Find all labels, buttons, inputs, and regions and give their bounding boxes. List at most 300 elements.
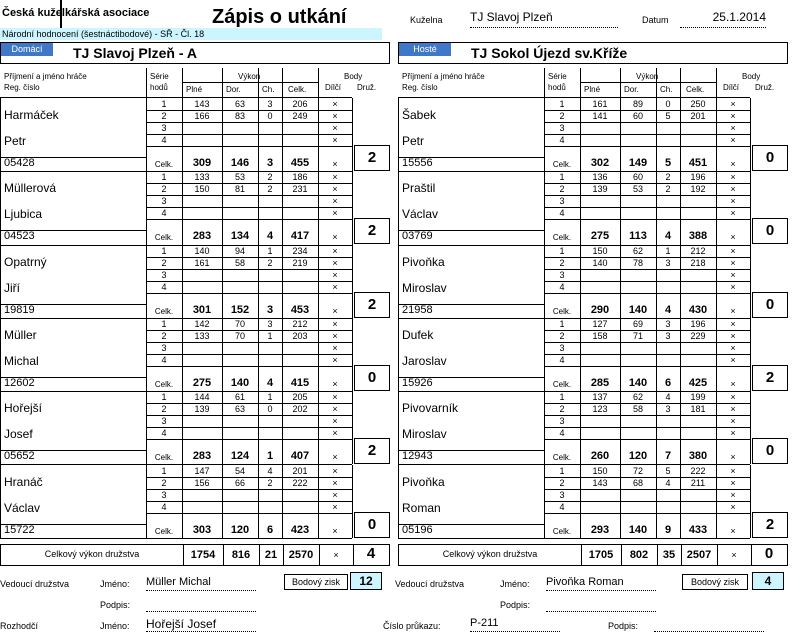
away-total-value: 7 bbox=[664, 450, 672, 463]
home-player-block bbox=[0, 391, 390, 464]
home-cross: × bbox=[332, 135, 338, 145]
home-grid-vline bbox=[352, 245, 353, 318]
away-body-header: Body bbox=[742, 72, 761, 81]
away-grid-vline bbox=[544, 465, 545, 538]
home-grid-vline bbox=[318, 98, 319, 171]
home-hdr-vline-3 bbox=[258, 68, 259, 98]
home-hdr-vline-4 bbox=[282, 68, 283, 98]
away-dilci-header: Dílčí bbox=[723, 83, 739, 92]
home-player-reg: 05428 bbox=[4, 157, 35, 169]
home-grid-vline bbox=[182, 98, 183, 171]
home-series-value: 222 bbox=[292, 477, 308, 488]
away-series-value: 2 bbox=[665, 172, 671, 183]
home-cross: × bbox=[332, 428, 338, 439]
home-reg-line bbox=[0, 157, 146, 158]
away-series-number: 4 bbox=[559, 135, 565, 145]
home-series-value: 63 bbox=[234, 99, 245, 109]
away-grid-vline bbox=[680, 98, 681, 171]
away-series-value: 62 bbox=[632, 245, 643, 256]
away-celk-label: Celk. bbox=[552, 526, 572, 536]
away-grid-vline bbox=[656, 391, 657, 464]
home-total-value: 124 bbox=[230, 450, 250, 463]
home-grid-vline bbox=[258, 171, 259, 244]
away-total-value: 380 bbox=[688, 450, 708, 463]
away-series-value: 158 bbox=[592, 330, 608, 341]
home-total-value: 453 bbox=[290, 303, 310, 316]
home-team-points: 4 bbox=[366, 545, 376, 562]
home-ch-header: Ch. bbox=[262, 85, 275, 94]
away-total-value: 285 bbox=[590, 376, 610, 389]
home-bodovy-zisk-label: Bodový zisk bbox=[284, 574, 348, 590]
away-grid-vline bbox=[620, 465, 621, 538]
home-total-value: 407 bbox=[290, 450, 310, 463]
away-grid-vline bbox=[656, 245, 657, 318]
home-reg-line bbox=[0, 304, 146, 305]
home-vykon-underline bbox=[182, 82, 318, 83]
away-series-number: 2 bbox=[559, 257, 565, 268]
home-player-surname: Müller bbox=[4, 327, 37, 342]
away-series-number: 4 bbox=[559, 501, 565, 512]
away-series-value: 53 bbox=[632, 184, 643, 195]
home-grid-vline bbox=[258, 98, 259, 171]
home-player-firstname: Václav bbox=[4, 500, 41, 515]
home-series-value: 140 bbox=[194, 245, 210, 256]
away-grid-vline bbox=[716, 98, 717, 171]
home-player-points: 2 bbox=[354, 145, 390, 171]
away-total-value: 120 bbox=[628, 450, 648, 463]
home-grid-vline bbox=[318, 465, 319, 538]
away-player-points: 0 bbox=[752, 218, 788, 244]
away-bodovy-zisk: 4 bbox=[752, 572, 784, 590]
home-grid-vline bbox=[258, 465, 259, 538]
home-series-value: 3 bbox=[267, 99, 273, 109]
away-player-firstname: Václav bbox=[402, 207, 439, 222]
home-series-number: 4 bbox=[161, 281, 167, 292]
home-player-block bbox=[0, 245, 390, 318]
home-series-value: 4 bbox=[267, 465, 273, 476]
away-cross: × bbox=[730, 477, 736, 488]
away-grid-vline bbox=[716, 465, 717, 538]
away-cross: × bbox=[730, 159, 736, 169]
home-player-block bbox=[0, 318, 390, 391]
home-total-value: 309 bbox=[192, 157, 212, 169]
away-reg-line bbox=[398, 230, 544, 231]
away-cross: × bbox=[730, 330, 736, 341]
home-row-line bbox=[146, 366, 352, 367]
home-plne-header: Plné bbox=[186, 85, 203, 94]
home-series-number: 1 bbox=[161, 465, 167, 476]
away-series-number: 1 bbox=[559, 465, 565, 476]
home-series-value: 61 bbox=[234, 392, 245, 403]
away-series-value: 60 bbox=[632, 111, 643, 121]
home-series-value: 133 bbox=[194, 172, 210, 183]
away-total-value: 4 bbox=[664, 303, 672, 316]
home-grid-vline bbox=[182, 245, 183, 318]
away-grid-vline bbox=[680, 245, 681, 318]
away-total-value: 140 bbox=[628, 303, 648, 316]
away-cross: × bbox=[730, 135, 736, 145]
away-player-col-header: Příjmení a jméno hráče bbox=[402, 72, 485, 81]
away-series-number: 2 bbox=[559, 184, 565, 195]
away-total-value: 302 bbox=[590, 157, 610, 169]
referee-signature-label: Podpis: bbox=[608, 621, 639, 631]
away-player-surname: Pivoňka bbox=[402, 254, 445, 269]
home-team-total-value: 21 bbox=[264, 549, 278, 561]
away-grid-vline bbox=[680, 171, 681, 244]
home-cross: × bbox=[332, 111, 338, 121]
away-celk-label: Celk. bbox=[552, 160, 572, 169]
home-grid-vline bbox=[222, 171, 223, 244]
away-vykon-underline bbox=[580, 82, 716, 83]
home-player-points: 0 bbox=[354, 512, 390, 538]
away-total-value: 4 bbox=[664, 230, 672, 243]
home-series-value: 70 bbox=[234, 318, 245, 329]
away-total-value: 433 bbox=[688, 523, 708, 536]
away-row-line bbox=[544, 219, 750, 220]
away-series-value: 143 bbox=[592, 477, 608, 488]
date-value: 25.1.2014 bbox=[680, 10, 766, 28]
home-series-number: 4 bbox=[161, 354, 167, 365]
away-total-value: 5 bbox=[664, 157, 672, 169]
away-series-value: 211 bbox=[690, 477, 706, 488]
home-player-firstname: Michal bbox=[4, 353, 39, 368]
home-hdr-vline-0 bbox=[146, 68, 147, 98]
home-series-number: 3 bbox=[161, 489, 167, 500]
home-player-firstname: Jiří bbox=[4, 280, 20, 295]
away-series-value: 139 bbox=[592, 184, 608, 195]
away-series-value: 199 bbox=[690, 392, 706, 403]
away-player-reg: 21958 bbox=[402, 303, 433, 316]
home-cross: × bbox=[332, 208, 338, 219]
away-hdr-vline-0 bbox=[544, 68, 545, 98]
home-cross: × bbox=[333, 550, 339, 560]
away-series-value: 3 bbox=[665, 404, 671, 415]
away-grid-vline bbox=[680, 318, 681, 391]
away-series-number: 2 bbox=[559, 404, 565, 415]
away-series-value: 141 bbox=[592, 111, 608, 121]
away-grid-vline bbox=[620, 245, 621, 318]
away-ch-header: Ch. bbox=[660, 85, 673, 94]
home-grid-vline bbox=[146, 98, 147, 171]
away-player-reg: 12943 bbox=[402, 450, 433, 463]
home-series-value: 94 bbox=[234, 245, 245, 256]
home-cross: × bbox=[332, 452, 338, 463]
away-series-value: 161 bbox=[592, 99, 608, 109]
away-row-line bbox=[544, 146, 750, 147]
away-player-firstname: Roman bbox=[402, 500, 441, 515]
home-player-block bbox=[0, 465, 390, 538]
away-player-surname: Šabek bbox=[402, 108, 437, 122]
away-series-value: 5 bbox=[665, 111, 671, 121]
home-series-value: 83 bbox=[234, 111, 245, 121]
home-cross: × bbox=[332, 123, 338, 133]
home-row-line bbox=[146, 293, 352, 294]
away-total-value: 6 bbox=[664, 376, 672, 389]
away-series-value: 250 bbox=[690, 99, 706, 109]
away-series-number: 3 bbox=[559, 269, 565, 280]
home-series-value: 161 bbox=[194, 257, 210, 268]
away-series-value: 212 bbox=[690, 245, 706, 256]
away-total-vline bbox=[581, 545, 582, 565]
away-reg-line bbox=[398, 524, 544, 525]
away-bodovy-zisk-label: Bodový zisk bbox=[682, 574, 748, 590]
referee-label: Rozhodčí bbox=[0, 621, 39, 631]
home-grid-vline bbox=[318, 391, 319, 464]
home-grid-vline bbox=[282, 171, 283, 244]
home-player-firstname: Josef bbox=[4, 427, 33, 442]
referee-card-number: P-211 bbox=[470, 617, 560, 632]
away-player-points: 0 bbox=[752, 438, 788, 464]
away-total-value: 113 bbox=[629, 230, 647, 243]
home-row-line bbox=[146, 439, 352, 440]
away-grid-vline bbox=[750, 391, 751, 464]
away-grid-vline bbox=[544, 318, 545, 391]
away-total-value: 140 bbox=[628, 523, 648, 536]
home-series-number: 3 bbox=[161, 342, 167, 353]
away-grid-vline bbox=[580, 98, 581, 171]
away-series-value: 137 bbox=[592, 392, 608, 403]
home-total-vline bbox=[319, 545, 320, 565]
home-team-name: TJ Slavoj Plzeň - A bbox=[73, 45, 197, 61]
home-reg-line bbox=[0, 450, 146, 451]
home-series-value: 142 bbox=[194, 318, 210, 329]
home-left-border bbox=[0, 98, 1, 538]
away-grid-vline bbox=[544, 98, 545, 171]
home-series-header1: Série bbox=[150, 72, 169, 81]
home-cross: × bbox=[332, 232, 338, 243]
home-series-value: 186 bbox=[292, 172, 308, 183]
home-series-value: 231 bbox=[292, 184, 308, 195]
home-series-value: 234 bbox=[292, 245, 308, 256]
home-player-firstname: Petr bbox=[4, 134, 27, 148]
home-reg-line bbox=[0, 524, 146, 525]
home-player-surname: Opatrný bbox=[4, 254, 47, 269]
away-series-value: 60 bbox=[632, 172, 643, 183]
home-series-value: 156 bbox=[194, 477, 210, 488]
away-total-vline bbox=[657, 545, 658, 565]
home-grid-vline bbox=[258, 318, 259, 391]
home-total-vline bbox=[259, 545, 260, 565]
away-signature-label: Podpis: bbox=[500, 600, 531, 610]
alley-value: TJ Slavoj Plzeň bbox=[470, 10, 618, 28]
home-series-value: 0 bbox=[267, 404, 273, 415]
home-player-bottom bbox=[0, 538, 352, 539]
home-series-number: 2 bbox=[161, 330, 167, 341]
home-total-value: 120 bbox=[230, 523, 250, 536]
away-total-value: 260 bbox=[590, 450, 610, 463]
home-team-header bbox=[0, 42, 390, 64]
association-header bbox=[0, 0, 150, 29]
away-series-value: 218 bbox=[690, 257, 706, 268]
home-player-surname: Müllerová bbox=[4, 181, 57, 196]
away-cross: × bbox=[730, 465, 736, 476]
home-total-value: 146 bbox=[230, 157, 250, 169]
home-grid-vline bbox=[352, 391, 353, 464]
home-captain-label: Vedoucí družstva bbox=[0, 579, 70, 589]
home-player-surname: Hranáč bbox=[4, 474, 43, 489]
away-team-total-value: 2507 bbox=[686, 549, 712, 561]
away-series-value: 127 bbox=[592, 318, 608, 329]
away-total-value: 9 bbox=[664, 523, 672, 536]
away-player-reg: 15926 bbox=[402, 376, 433, 389]
away-grid-vline bbox=[544, 391, 545, 464]
away-total-value: 149 bbox=[628, 157, 648, 169]
away-series-value: 5 bbox=[665, 465, 671, 476]
away-grid-vline bbox=[656, 318, 657, 391]
home-total-vline bbox=[223, 545, 224, 565]
home-captain-name-label: Jméno: bbox=[100, 579, 130, 589]
away-grid-vline bbox=[620, 171, 621, 244]
away-player-block bbox=[398, 171, 788, 244]
home-signature-label: Podpis: bbox=[100, 600, 131, 610]
home-series-number: 4 bbox=[161, 501, 167, 512]
home-total-value: 423 bbox=[290, 523, 310, 536]
away-series-number: 2 bbox=[559, 330, 565, 341]
home-player-surname: Hořejší bbox=[4, 401, 43, 416]
home-cross: × bbox=[332, 330, 338, 341]
home-series-number: 4 bbox=[161, 428, 167, 439]
away-cross: × bbox=[730, 281, 736, 292]
home-total-value: 3 bbox=[266, 303, 274, 316]
away-series-value: 192 bbox=[690, 184, 706, 195]
home-player-surname: Harmáček bbox=[4, 108, 59, 122]
home-grid-vline bbox=[318, 318, 319, 391]
home-captain-name: Müller Michal bbox=[146, 576, 256, 591]
home-series-value: 3 bbox=[267, 318, 273, 329]
date-label: Datum bbox=[642, 15, 669, 25]
away-series-value: 222 bbox=[690, 465, 706, 476]
away-grid-vline bbox=[716, 391, 717, 464]
away-series-value: 136 bbox=[592, 172, 608, 183]
home-grid-vline bbox=[182, 318, 183, 391]
home-total-value: 140 bbox=[230, 376, 250, 389]
away-cross: × bbox=[730, 232, 736, 243]
home-total-value: 6 bbox=[266, 523, 274, 536]
away-druz-header: Druž. bbox=[755, 83, 775, 92]
away-team-total-value: 35 bbox=[662, 549, 676, 561]
away-cross: × bbox=[730, 318, 736, 329]
home-grid-vline bbox=[258, 245, 259, 318]
home-celk-label: Celk. bbox=[154, 526, 174, 536]
away-series-number: 3 bbox=[559, 489, 565, 500]
away-cross: × bbox=[730, 452, 736, 463]
home-series-number: 1 bbox=[161, 172, 167, 183]
away-series-number: 4 bbox=[559, 208, 565, 219]
home-series-number: 2 bbox=[161, 111, 167, 121]
home-cross: × bbox=[332, 525, 338, 536]
away-grid-vline bbox=[750, 465, 751, 538]
away-team-points: 0 bbox=[764, 545, 774, 562]
home-celk-label: Celk. bbox=[154, 160, 174, 169]
away-player-block bbox=[398, 465, 788, 538]
home-cross: × bbox=[332, 257, 338, 268]
home-player-reg: 04523 bbox=[4, 230, 35, 243]
home-dor-header: Dor. bbox=[226, 85, 241, 94]
home-series-number: 1 bbox=[161, 99, 167, 109]
away-row-line bbox=[544, 366, 750, 367]
away-series-number: 1 bbox=[559, 99, 565, 109]
home-bodovy-zisk: 12 bbox=[350, 572, 382, 590]
away-cross: × bbox=[730, 354, 736, 365]
home-grid-vline bbox=[352, 171, 353, 244]
away-grid-vline bbox=[750, 171, 751, 244]
away-tag: Hosté bbox=[399, 43, 451, 56]
away-player-reg: 03769 bbox=[402, 230, 433, 243]
away-player-points: 0 bbox=[752, 292, 788, 318]
home-series-value: 203 bbox=[292, 330, 308, 341]
home-cross: × bbox=[332, 354, 338, 365]
away-total-value: 430 bbox=[688, 303, 708, 316]
home-series-value: 63 bbox=[234, 404, 245, 415]
away-series-number: 1 bbox=[559, 172, 565, 183]
home-series-number: 1 bbox=[161, 392, 167, 403]
away-series-number: 3 bbox=[559, 123, 565, 133]
away-player-reg: 15556 bbox=[402, 157, 433, 169]
home-total-value: 4 bbox=[266, 376, 274, 389]
away-series-header1: Série bbox=[548, 72, 567, 81]
referee-signature-line bbox=[654, 617, 764, 632]
home-player-reg: 12602 bbox=[4, 376, 35, 389]
away-captain-name-label: Jméno: bbox=[500, 579, 530, 589]
home-total-value: 415 bbox=[290, 376, 310, 389]
away-series-value: 89 bbox=[632, 99, 643, 109]
home-series-number: 3 bbox=[161, 196, 167, 207]
home-celk-label: Celk. bbox=[154, 453, 174, 463]
home-grid-vline bbox=[352, 465, 353, 538]
home-cross: × bbox=[332, 172, 338, 183]
away-series-value: 68 bbox=[632, 477, 643, 488]
referee-card-label: Číslo průkazu: bbox=[383, 621, 441, 631]
away-series-header2: hodů bbox=[548, 83, 566, 92]
home-cross: × bbox=[332, 305, 338, 316]
away-cross: × bbox=[730, 123, 736, 133]
home-series-value: 147 bbox=[194, 465, 210, 476]
away-series-value: 3 bbox=[665, 257, 671, 268]
away-player-firstname: Miroslav bbox=[402, 427, 447, 442]
away-series-number: 3 bbox=[559, 196, 565, 207]
away-cross: × bbox=[730, 305, 736, 316]
home-series-value: 206 bbox=[292, 99, 308, 109]
away-grid-vline bbox=[580, 318, 581, 391]
home-body-header: Body bbox=[344, 72, 363, 81]
away-player-surname: Dufek bbox=[402, 327, 434, 342]
away-series-value: 123 bbox=[592, 404, 608, 415]
home-cross: × bbox=[332, 159, 338, 169]
home-grid-vline bbox=[146, 318, 147, 391]
home-total-value: 283 bbox=[192, 450, 212, 463]
home-celk-label: Celk. bbox=[154, 233, 174, 243]
away-hdr-vline-5 bbox=[716, 68, 717, 98]
away-total-value: 425 bbox=[688, 376, 708, 389]
home-series-number: 1 bbox=[161, 318, 167, 329]
home-total-value: 301 bbox=[192, 303, 212, 316]
away-captain-name: Pivoňka Roman bbox=[546, 576, 656, 591]
referee-name: Hořejší Josef bbox=[146, 617, 256, 632]
away-player-surname: Praštil bbox=[402, 181, 436, 196]
home-series-value: 1 bbox=[267, 245, 273, 256]
home-series-number: 4 bbox=[161, 208, 167, 219]
home-series-value: 205 bbox=[292, 392, 308, 403]
away-series-value: 4 bbox=[665, 392, 671, 403]
home-grid-vline bbox=[222, 465, 223, 538]
away-column-header bbox=[398, 68, 788, 98]
away-team-total-value: 1705 bbox=[588, 549, 614, 561]
home-series-value: 54 bbox=[234, 465, 245, 476]
away-cross: × bbox=[730, 269, 736, 280]
away-cross: × bbox=[730, 257, 736, 268]
away-cross: × bbox=[731, 550, 737, 560]
home-series-number: 2 bbox=[161, 184, 167, 195]
